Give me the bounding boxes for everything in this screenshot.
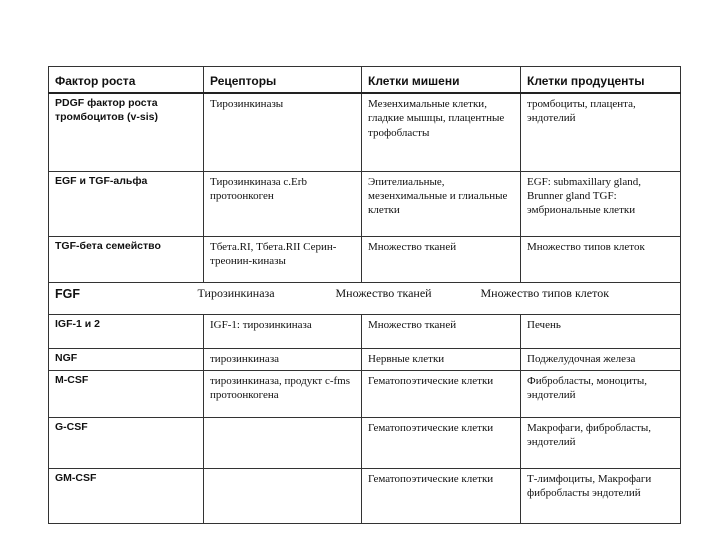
table-row <box>49 370 681 417</box>
producer-cell: EGF: submaxillary gland, Brunner gland TGF: эмбриональные клетки <box>521 171 681 236</box>
table-row <box>49 348 681 370</box>
factor-cell: G-CSF <box>49 417 204 468</box>
receptor-cell: Тирозинкиназа c.Erb протоонкоген <box>204 171 362 236</box>
producer-cell: Макрофаги, фибробласты, эндотелий <box>521 417 681 468</box>
receptor-cell: Тирозинкиназы <box>204 93 362 171</box>
table-row <box>49 468 681 523</box>
producer-cell: тромбоциты, плацента, эндотелий <box>521 93 681 171</box>
receptor-cell: IGF-1: тирозинкиназа <box>204 314 362 348</box>
factor-cell: NGF <box>49 348 204 370</box>
target-cell: Множество тканей <box>362 314 521 348</box>
target-cell: Гематопоэтические клетки <box>362 370 521 417</box>
table-row <box>49 171 681 236</box>
receptor-cell: Tбета.RI, Тбета.RII Серин-треонин-киназы <box>204 236 362 282</box>
producer-cell: Фибробласты, моноциты, эндотелий <box>521 370 681 417</box>
target-cell: Множество тканей <box>362 236 521 282</box>
target-text: Множество тканей <box>335 285 432 300</box>
table-row <box>49 236 681 282</box>
growth-factor-table <box>48 66 681 524</box>
table-header-row <box>49 67 681 94</box>
factor-cell: EGF и TGF-альфа <box>49 171 204 236</box>
producer-cell: Печень <box>521 314 681 348</box>
target-cell: Мезенхимальные клетки, гладкие мышцы, плацентные трофобласты <box>362 93 521 171</box>
producer-cell <box>480 282 681 314</box>
target-cell: Нервные клетки <box>362 348 521 370</box>
factor-cell: IGF-1 и 2 <box>49 314 204 348</box>
producer-cell: Т-лимфоциты, Макрофаги фибробласты эндотелий <box>521 468 681 523</box>
header-target-cells: Клетки мишени <box>362 67 521 94</box>
receptor-cell: тирозинкиназа <box>204 348 362 370</box>
target-cell: Гематопоэтические клетки <box>362 417 521 468</box>
factor-cell: FGF <box>49 282 204 314</box>
target-cell: Гематопоэтические клетки <box>362 468 521 523</box>
producer-text: Множество типов клеток <box>480 285 610 300</box>
receptor-cell <box>204 468 362 523</box>
factor-cell: TGF-бета семейство <box>49 236 204 282</box>
producer-cell: Множество типов клеток <box>521 236 681 282</box>
factor-cell: M-CSF <box>49 370 204 417</box>
table-row <box>49 314 681 348</box>
header-factor: Фактор роста <box>49 67 204 94</box>
receptor-cell <box>204 417 362 468</box>
factor-cell: PDGF фактор роста тромбоцитов (v-sis) <box>49 93 204 171</box>
producer-cell: Поджелудочная железа <box>521 348 681 370</box>
target-cell: Эпителиальные, мезенхимальные и глиальные клетки <box>362 171 521 236</box>
header-producer-cells: Клетки продуценты <box>521 67 681 94</box>
receptor-text: Тирозинкиназа <box>197 285 275 300</box>
receptor-cell: тирозинкиназа, продукт c-fms протоонкогена <box>204 370 362 417</box>
table-row <box>49 417 681 468</box>
header-receptors: Рецепторы <box>204 67 362 94</box>
factor-cell: GM-CSF <box>49 468 204 523</box>
table-row <box>49 282 681 314</box>
table-row <box>49 93 681 171</box>
